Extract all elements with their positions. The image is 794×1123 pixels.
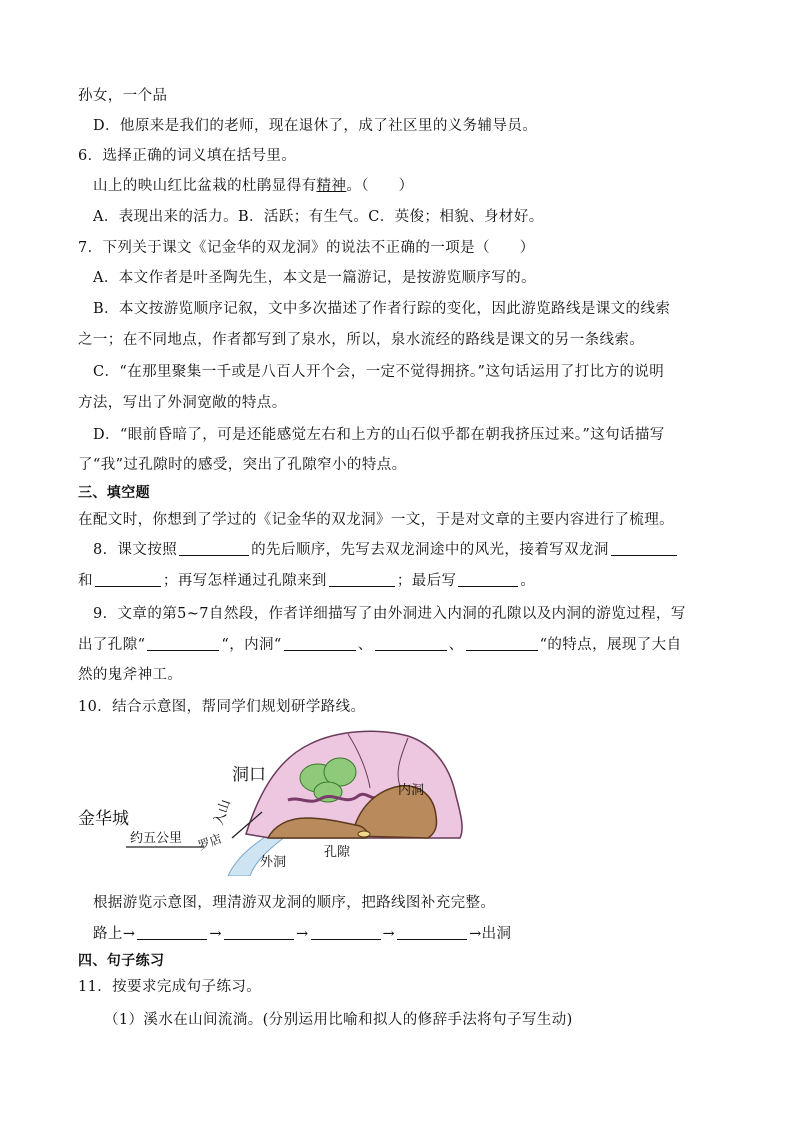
map-label-luodian: 罗店 xyxy=(196,831,224,853)
q6-underlined-word: 精神 xyxy=(316,178,347,194)
question-6-options: A．表现出来的活力。B．活跃；有生气。C．英俊；相貌、身材好。 xyxy=(93,209,544,225)
q8-text-b: 的先后顺序，先写去双龙洞途中的风光，接着写双龙洞 xyxy=(251,542,609,558)
map-label-kongxi: 孔隙 xyxy=(324,845,351,860)
question-9-line1: 9．文章的第5~7自然段，作者详细描写了由外洞进入内洞的孔隙以及内洞的游览过程，写 xyxy=(93,606,686,622)
question-11: 11．按要求完成句子练习。 xyxy=(78,979,262,995)
question-7: 7．下列关于课文《记金华的双龙洞》的说法不正确的一项是（ ） xyxy=(78,240,535,256)
question-8-line1 xyxy=(93,540,679,560)
q7-option-d-line2: 了“我”过孔隙时的感受，突出了孔隙窄小的特点。 xyxy=(78,457,407,473)
q6-sentence-a: 山上的映山红比盆栽的杜鹃显得有 xyxy=(93,178,317,194)
answer-blank[interactable] xyxy=(329,572,395,587)
option-d: D．他原来是我们的老师，现在退休了，成了社区里的义务辅导员。 xyxy=(93,118,538,134)
map-label-neidong: 内洞 xyxy=(398,783,425,798)
arrow-icon: → xyxy=(122,926,136,942)
answer-blank[interactable] xyxy=(147,636,219,651)
q7-option-d-line1: D．“眼前昏暗了，可是还能感觉左右和上方的山石似乎都在朝我挤压过来。”这句话描写 xyxy=(93,427,665,443)
answer-blank[interactable] xyxy=(375,636,447,651)
arrow-icon: → xyxy=(295,926,309,942)
answer-blank[interactable] xyxy=(397,925,467,940)
q7-option-b-line2: 之一；在不同地点，作者都写到了泉水，所以，泉水流经的路线是课文的另一条线索。 xyxy=(78,332,645,348)
q6-sentence-b: 。（ ） xyxy=(346,178,414,194)
question-10: 10．结合示意图，帮同学们规划研学路线。 xyxy=(78,699,366,715)
map-label-rushan: 入山 xyxy=(211,797,234,828)
answer-blank[interactable] xyxy=(137,925,207,940)
arrow-icon: → xyxy=(469,926,482,942)
answer-blank[interactable] xyxy=(311,925,381,940)
answer-blank[interactable] xyxy=(179,541,249,556)
section-3-intro: 在配文时，你想到了学过的《记金华的双龙洞》一文，于是对文章的主要内容进行了梳理。 xyxy=(78,512,674,528)
route-start: 路上 xyxy=(93,926,123,942)
map-label-city: 金华城 xyxy=(78,809,129,829)
q9-text-c: “，内洞“ xyxy=(221,637,282,653)
q7-option-b-line1: B．本文按游览顺序记叙，文中多次描述了作者行踪的变化，因此游览路线是课文的线索 xyxy=(93,301,671,317)
route-end: 出洞 xyxy=(481,926,512,942)
q8-text-e: ；最后写 xyxy=(396,573,457,589)
tour-map-diagram xyxy=(78,726,470,876)
q7-option-c-line2: 方法，写出了外洞宽敞的特点。 xyxy=(78,395,287,411)
answer-blank[interactable] xyxy=(284,636,356,651)
question-6-sentence xyxy=(93,176,414,196)
answer-blank[interactable] xyxy=(466,636,538,651)
gap-marker xyxy=(358,831,370,837)
q8-text-f: 。 xyxy=(520,573,536,589)
question-9-line2 xyxy=(78,635,681,655)
question-10-instruction: 根据游览示意图，理清游双龙洞的顺序，把路线图补充完整。 xyxy=(93,895,496,911)
q8-text-a: 8．课文按照 xyxy=(93,542,178,558)
map-label-waidong: 外洞 xyxy=(260,855,287,870)
map-label-distance: 约五公里 xyxy=(130,831,183,846)
route-line xyxy=(93,924,511,944)
map-label-dongkou: 洞口 xyxy=(232,765,266,785)
q9-separator: 、 xyxy=(448,637,464,653)
question-11-part-1: （1）溪水在山间流淌。(分别运用比喻和拟人的修辞手法将句子写生动) xyxy=(104,1012,573,1028)
section-4-heading: 四、句子练习 xyxy=(78,953,165,969)
q9-separator: 、 xyxy=(357,637,373,653)
arrow-icon: → xyxy=(382,926,396,942)
q9-text-d: “的特点，展现了大自 xyxy=(539,637,682,653)
section-3-heading: 三、填空题 xyxy=(78,485,150,501)
q7-option-a: A．本文作者是叶圣陶先生，本文是一篇游记，是按游览顺序写的。 xyxy=(93,270,536,286)
q8-text-d: ；再写怎样通过孔隙来到 xyxy=(162,573,327,589)
q7-option-c-line1: C．“在那里聚集一千或是八百人开个会，一定不觉得拥挤。”这句话运用了打比方的说明 xyxy=(93,364,665,380)
question-6: 6．选择正确的词义填在括号里。 xyxy=(78,148,297,164)
question-8-line2 xyxy=(78,571,535,591)
q8-text-c: 和 xyxy=(78,573,93,589)
q9-text-b: 出了孔隙“ xyxy=(78,637,146,653)
answer-blank[interactable] xyxy=(224,925,294,940)
question-9-line3: 然的鬼斧神工。 xyxy=(78,667,183,683)
text-line: 孙女，一个品 xyxy=(78,88,168,104)
answer-blank[interactable] xyxy=(95,572,161,587)
answer-blank[interactable] xyxy=(611,541,677,556)
answer-blank[interactable] xyxy=(458,572,518,587)
arrow-icon: → xyxy=(209,926,222,942)
